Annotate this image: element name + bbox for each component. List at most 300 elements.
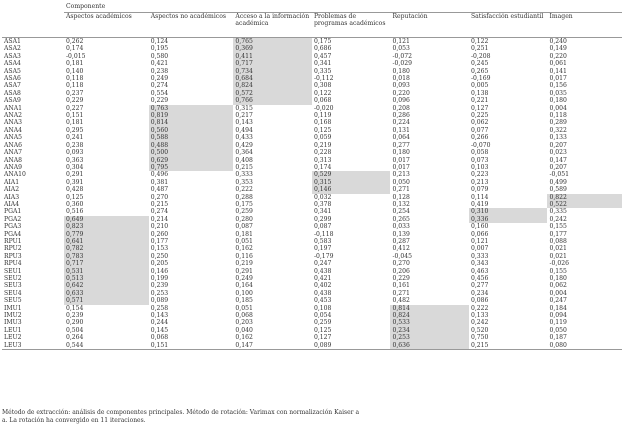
- loading-cell: 0,238: [65, 141, 84, 149]
- loading-cell: 0,270: [150, 193, 169, 201]
- loading-cell: 0,132: [392, 200, 410, 208]
- loading-cell: 0,121: [392, 38, 410, 45]
- loading-cell: 0,007: [470, 245, 489, 253]
- row-label: PGA4: [4, 230, 22, 238]
- loading-cell: 0,184: [549, 304, 567, 312]
- loading-cell: 0,260: [150, 230, 169, 238]
- table-row: [2, 105, 622, 112]
- loading-cell: 0,147: [233, 342, 312, 350]
- loading-cell: 0,343: [470, 260, 489, 268]
- loading-cell: 0,259: [235, 208, 253, 216]
- loading-cell: 0,050: [392, 178, 410, 186]
- table-row: [2, 68, 622, 75]
- loading-cell: 0,146: [312, 186, 391, 193]
- row-label: PGA1: [4, 208, 22, 216]
- table-row: [2, 342, 622, 350]
- row-label: ASA8: [4, 89, 21, 97]
- loading-cell: 0,143: [235, 119, 253, 127]
- loading-cell: 0,513: [64, 275, 149, 282]
- loading-cell: 0,463: [470, 267, 489, 275]
- loading-cell: 0,131: [392, 126, 410, 134]
- loading-cell: 0,207: [549, 163, 567, 171]
- loading-cell: 0,265: [392, 215, 410, 223]
- loading-cell: 0,023: [549, 149, 567, 157]
- table-row: [2, 216, 622, 223]
- loading-cell: 0,114: [470, 193, 489, 201]
- loading-cell: 0,229: [392, 275, 410, 282]
- table-row: [2, 208, 622, 215]
- loading-cell: 0,062: [549, 282, 567, 290]
- footnotes: [2, 409, 622, 425]
- loading-cell: 0,795: [149, 164, 234, 171]
- loading-cell: -0,208: [470, 52, 491, 60]
- loading-cell: -0,179: [313, 252, 334, 260]
- loading-cell: 0,181: [65, 60, 84, 68]
- loading-cell: 0,181: [65, 119, 84, 127]
- loading-cell: -0,051: [549, 171, 569, 179]
- row-label: ASA7: [4, 82, 21, 90]
- table-row: [2, 179, 622, 186]
- loading-cell: 0,411: [233, 53, 312, 60]
- loading-cell: 0,782: [64, 245, 149, 252]
- loading-cell: 0,021: [549, 252, 567, 260]
- loading-cell: 0,073: [470, 156, 489, 164]
- loading-cell: 0,251: [470, 45, 489, 53]
- loading-cell: 0,822: [547, 194, 622, 201]
- loading-cell: 0,277: [392, 141, 410, 149]
- loading-cell: 0,168: [313, 119, 332, 127]
- loading-cell: 0,217: [235, 112, 253, 120]
- row-label: ANA4: [4, 126, 23, 134]
- row-label: ANA6: [4, 141, 23, 149]
- loading-cell: 0,304: [65, 163, 84, 171]
- row-label: ASA9: [4, 97, 21, 105]
- group-header-row: [2, 2, 622, 13]
- loading-cell: 0,222: [235, 186, 253, 194]
- loading-cell: 0,177: [150, 237, 169, 245]
- row-label: AIA1: [4, 178, 20, 186]
- loading-cell: 0,223: [470, 171, 489, 179]
- table-row: [2, 268, 622, 275]
- loading-cell: 0,149: [549, 45, 567, 53]
- row-label: IMU1: [4, 304, 22, 312]
- row-label: ANA7: [4, 149, 23, 157]
- loading-cell: 0,121: [470, 237, 489, 245]
- loading-cell: 0,093: [65, 149, 84, 157]
- loading-cell: 0,364: [235, 149, 253, 157]
- loading-cell: 0,175: [313, 38, 332, 45]
- loading-cell: 0,089: [312, 342, 391, 350]
- table-row: [2, 194, 622, 201]
- loading-cell: 0,017: [549, 75, 567, 83]
- loading-cell: 0,529: [312, 171, 391, 178]
- loading-cell: 0,122: [470, 38, 489, 45]
- loading-cell: 0,589: [549, 186, 567, 194]
- loading-cell: 0,206: [392, 267, 410, 275]
- column-header: Acceso a la información académica: [233, 13, 312, 38]
- loading-cell: 0,500: [149, 149, 234, 156]
- loading-cell: 0,220: [549, 52, 567, 60]
- loading-cell: 0,814: [149, 119, 234, 126]
- loading-cell: -0,118: [313, 230, 334, 238]
- loading-cell: 0,259: [313, 319, 332, 327]
- column-header: Satisfacción estudiantil: [469, 13, 548, 38]
- loading-cell: 0,419: [470, 200, 489, 208]
- table-row: [2, 290, 622, 297]
- loading-cell: 0,180: [549, 97, 567, 105]
- loading-cell: 0,203: [235, 319, 253, 327]
- loading-cell: 0,153: [150, 245, 169, 253]
- row-label: SEU5: [4, 297, 22, 305]
- loading-cell: 0,819: [149, 112, 234, 119]
- loading-cell: 0,504: [65, 326, 84, 334]
- loading-cell: 0,522: [547, 201, 622, 208]
- loading-cell: 0,412: [392, 245, 410, 253]
- loading-cell: 0,094: [549, 312, 567, 320]
- table-row: [2, 82, 622, 89]
- loading-cell: 0,004: [549, 289, 567, 297]
- loading-cell: 0,583: [313, 237, 332, 245]
- loading-cell: 0,814: [390, 305, 469, 312]
- loading-cell: 0,033: [392, 223, 410, 231]
- loading-cell: 0,274: [150, 208, 169, 216]
- loading-cell: 0,313: [313, 156, 332, 164]
- table-row: [2, 334, 622, 341]
- loading-cell: 0,271: [392, 186, 410, 194]
- loading-cell: -0,169: [470, 75, 491, 83]
- loading-cell: 0,295: [65, 126, 84, 134]
- corner-cell: [2, 2, 64, 13]
- loading-cell: 0,053: [392, 45, 410, 53]
- table-row: [2, 112, 622, 119]
- loading-cell: 0,333: [235, 171, 253, 179]
- loading-cell: 0,242: [470, 319, 489, 327]
- table-row: [2, 171, 622, 178]
- loading-cell: 0,457: [313, 52, 332, 60]
- loading-cell: 0,215: [235, 163, 253, 171]
- loading-cell: 0,286: [392, 112, 410, 120]
- loading-cell: 0,242: [549, 215, 567, 223]
- loading-cell: 0,336: [469, 216, 548, 223]
- component-table: [2, 2, 622, 350]
- loading-cell: 0,554: [150, 89, 169, 97]
- loading-cell: 0,164: [235, 282, 253, 290]
- loading-cell: 0,062: [470, 119, 489, 127]
- column-header-row: [2, 13, 622, 38]
- loading-cell: 0,180: [392, 67, 410, 75]
- loading-cell: 0,438: [313, 289, 332, 297]
- table-row: [2, 38, 622, 46]
- loading-cell: 0,229: [65, 97, 84, 105]
- table-row: [2, 75, 622, 82]
- loading-cell: 0,040: [235, 326, 253, 334]
- row-label: ASA6: [4, 75, 21, 83]
- loading-cell: 0,824: [390, 312, 469, 319]
- loading-cell: 0,516: [65, 208, 84, 216]
- table-row: [2, 319, 622, 326]
- loading-cell: 0,146: [150, 267, 169, 275]
- table-row: [2, 253, 622, 260]
- loading-cell: 0,174: [313, 163, 332, 171]
- loading-cell: 0,125: [65, 193, 84, 201]
- table-row: [2, 223, 622, 230]
- loading-cell: 0,241: [65, 134, 84, 142]
- loading-cell: 0,054: [313, 312, 332, 320]
- row-label: RPU2: [4, 245, 22, 253]
- loading-cell: 0,363: [65, 156, 84, 164]
- loading-cell: 0,280: [235, 215, 253, 223]
- loading-cell: 0,147: [549, 156, 567, 164]
- row-label: LEU3: [2, 342, 64, 350]
- loading-cell: 0,237: [65, 89, 84, 97]
- row-label: LEU1: [4, 326, 22, 334]
- loading-cell: 0,571: [64, 297, 149, 304]
- loading-cell: 0,161: [392, 282, 410, 290]
- table-row: [2, 45, 622, 52]
- loading-cell: 0,360: [65, 200, 84, 208]
- loading-cell: 0,247: [313, 260, 332, 268]
- column-header: Reputación: [390, 13, 469, 38]
- loading-cell: 0,488: [149, 142, 234, 149]
- loading-cell: 0,051: [235, 237, 253, 245]
- loading-cell: -0,112: [313, 75, 334, 83]
- loading-cell: 0,277: [470, 282, 489, 290]
- loading-cell: 0,225: [470, 112, 489, 120]
- table-row: [2, 164, 622, 171]
- loading-cell: 0,249: [235, 275, 253, 282]
- loading-cell: 0,310: [469, 208, 548, 215]
- loading-cell: 0,064: [392, 134, 410, 142]
- footnote-method: Método de extracción: análisis de componentes principales. Método de rotación: Varimax con normalización Kaiser a: [2, 409, 360, 416]
- loading-cell: 0,213: [392, 171, 410, 179]
- loading-cell: 0,116: [235, 252, 253, 260]
- loading-cell: 0,133: [549, 134, 567, 142]
- loading-cell: 0,145: [150, 326, 169, 334]
- loading-cell: 0,266: [470, 134, 489, 142]
- loading-cell: 0,018: [392, 75, 410, 83]
- loading-cell: 0,238: [150, 67, 169, 75]
- loading-cell: 0,428: [65, 186, 84, 194]
- loading-cell: 0,717: [233, 60, 312, 67]
- loading-cell: 0,096: [392, 97, 410, 105]
- loading-cell: 0,151: [65, 112, 84, 120]
- loading-cell: 0,219: [235, 260, 253, 268]
- loading-cell: 0,175: [235, 200, 253, 208]
- column-header: Aspectos no académicos: [149, 13, 234, 38]
- loading-cell: -0,029: [392, 60, 412, 68]
- loading-cell: 0,239: [65, 312, 84, 320]
- row-label: ANA9: [4, 163, 23, 171]
- loading-cell: 0,421: [313, 275, 332, 282]
- loading-cell: 0,177: [549, 230, 567, 238]
- loading-cell: 0,207: [549, 141, 567, 149]
- loading-cell: 0,143: [150, 312, 169, 320]
- loading-cell: 0,649: [64, 216, 149, 223]
- loading-cell: 0,494: [235, 126, 253, 134]
- row-label: PGA2: [4, 215, 22, 223]
- row-label: IMU3: [4, 319, 22, 327]
- loading-cell: 0,005: [470, 82, 489, 90]
- row-label: ANA10: [4, 171, 26, 179]
- loading-cell: 0,299: [313, 215, 332, 223]
- row-label: SEU2: [4, 275, 22, 282]
- table-row: [2, 97, 622, 104]
- loading-cell: 0,262: [65, 38, 84, 45]
- row-label: SEU3: [4, 282, 22, 290]
- table-row: [2, 312, 622, 319]
- loading-cell: 0,197: [313, 245, 332, 253]
- loading-cell: 0,378: [313, 200, 332, 208]
- loading-cell: 0,155: [549, 223, 567, 231]
- table-row: [2, 238, 622, 245]
- loading-cell: 0,061: [549, 60, 567, 68]
- loading-cell: 0,087: [235, 223, 253, 231]
- loading-cell: -0,020: [313, 104, 334, 112]
- row-label: ANA3: [4, 119, 23, 127]
- loading-cell: 0,051: [235, 304, 253, 312]
- loading-cell: 0,125: [313, 126, 332, 134]
- table-row: [2, 282, 622, 289]
- loading-cell: 0,080: [547, 342, 622, 350]
- column-header: Imagen: [547, 13, 622, 38]
- loading-cell: 0,174: [65, 45, 84, 53]
- loading-cell: 0,433: [235, 134, 253, 142]
- rotated-component-matrix: [2, 2, 622, 350]
- row-label: IMU2: [4, 312, 22, 320]
- loading-cell: 0,180: [549, 275, 567, 282]
- loading-cell: 0,140: [65, 67, 84, 75]
- loading-cell: 0,763: [149, 105, 234, 112]
- loading-cell: 0,429: [235, 141, 253, 149]
- loading-cell: 0,119: [313, 112, 332, 120]
- table-row: [2, 53, 622, 60]
- row-label: ANA8: [4, 156, 23, 164]
- table-row: [2, 149, 622, 156]
- column-header: Aspectos académicos: [64, 13, 149, 38]
- row-label: SEU4: [4, 289, 22, 297]
- row-label: ANA5: [4, 134, 23, 142]
- loading-cell: 0,077: [470, 126, 489, 134]
- loading-cell: 0,125: [313, 326, 332, 334]
- loading-cell: 0,290: [65, 319, 84, 327]
- table-row: [2, 134, 622, 141]
- loading-cell: 0,341: [313, 60, 332, 68]
- loading-cell: 0,086: [470, 297, 489, 305]
- loading-cell: 0,333: [470, 252, 489, 260]
- loading-cell: 0,035: [549, 89, 567, 97]
- loading-cell: 0,245: [470, 60, 489, 68]
- loading-cell: 0,341: [313, 208, 332, 216]
- loading-cell: -0,026: [549, 260, 569, 268]
- loading-cell: 0,641: [64, 238, 149, 245]
- loading-cell: 0,100: [235, 289, 253, 297]
- loading-cell: 0,088: [549, 237, 567, 245]
- loading-cell: 0,335: [313, 67, 332, 75]
- loading-cell: 0,544: [64, 342, 149, 350]
- loading-cell: 0,253: [150, 289, 169, 297]
- loading-cell: 0,580: [150, 52, 169, 60]
- loading-cell: 0,271: [392, 289, 410, 297]
- loading-cell: 0,141: [549, 67, 567, 75]
- loading-cell: 0,162: [235, 334, 253, 342]
- table-row: [2, 245, 622, 252]
- loading-cell: 0,213: [470, 178, 489, 186]
- row-label: AIA4: [4, 200, 20, 208]
- loading-cell: 0,215: [469, 342, 548, 350]
- row-label: ASA3: [4, 52, 21, 60]
- loading-cell: 0,229: [150, 97, 169, 105]
- loading-cell: 0,496: [150, 171, 169, 179]
- loading-cell: 0,686: [313, 45, 332, 53]
- loading-cell: 0,265: [470, 67, 489, 75]
- loading-cell: 0,162: [235, 245, 253, 253]
- loading-cell: 0,118: [65, 82, 84, 90]
- row-label: AIA3: [4, 193, 20, 201]
- loading-cell: 0,228: [313, 149, 332, 157]
- column-header: Problemas de programas académicos: [312, 13, 391, 38]
- loading-cell: 0,274: [150, 82, 169, 90]
- row-label: ASA1: [4, 38, 21, 45]
- loading-cell: -0,045: [392, 252, 412, 260]
- loading-cell: 0,221: [470, 97, 489, 105]
- loading-cell: 0,108: [313, 304, 332, 312]
- row-label: ANA1: [4, 104, 23, 112]
- loading-cell: 0,185: [235, 297, 253, 305]
- loading-cell: 0,353: [235, 178, 253, 186]
- loading-cell: 0,520: [470, 326, 489, 334]
- loading-cell: 0,103: [470, 163, 489, 171]
- table-row: [2, 305, 622, 312]
- row-label: ASA5: [4, 67, 21, 75]
- loading-cell: 0,220: [392, 89, 410, 97]
- row-label: RPU4: [4, 260, 22, 268]
- loading-cell: 0,139: [392, 230, 410, 238]
- loading-cell: 0,180: [392, 149, 410, 157]
- loading-cell: 0,779: [64, 231, 149, 238]
- loading-cell: 0,138: [470, 89, 489, 97]
- loading-cell: 0,181: [235, 230, 253, 238]
- loading-cell: 0,408: [235, 156, 253, 164]
- loading-cell: 0,059: [313, 134, 332, 142]
- table-row: [2, 142, 622, 149]
- loading-cell: 0,315: [312, 179, 391, 186]
- loading-cell: -0,015: [65, 52, 86, 60]
- footnote-rotation: a. La rotación ha convergido en 11 iteraciones.: [2, 417, 146, 424]
- loading-cell: 0,560: [149, 127, 234, 134]
- loading-cell: -0,070: [470, 141, 491, 149]
- loading-cell: 0,154: [65, 304, 84, 312]
- loading-cell: 0,021: [549, 245, 567, 253]
- loading-cell: 0,058: [470, 149, 489, 157]
- loading-cell: 0,315: [235, 104, 253, 112]
- loading-cell: 0,291: [235, 267, 253, 275]
- loading-cell: 0,004: [549, 104, 567, 112]
- table-row: [2, 275, 622, 282]
- loading-cell: 0,187: [549, 334, 567, 342]
- table-row: [2, 127, 622, 134]
- loading-cell: 0,369: [233, 45, 312, 52]
- loading-cell: 0,270: [392, 260, 410, 268]
- loading-cell: 0,239: [150, 282, 169, 290]
- loading-cell: 0,636: [390, 342, 469, 350]
- loading-cell: 0,210: [150, 223, 169, 231]
- loading-cell: 0,017: [392, 156, 410, 164]
- loading-cell: 0,205: [150, 260, 169, 268]
- loading-cell: 0,127: [470, 104, 489, 112]
- loading-cell: 0,118: [65, 75, 84, 83]
- loading-cell: 0,032: [313, 193, 332, 201]
- loading-cell: 0,215: [150, 200, 169, 208]
